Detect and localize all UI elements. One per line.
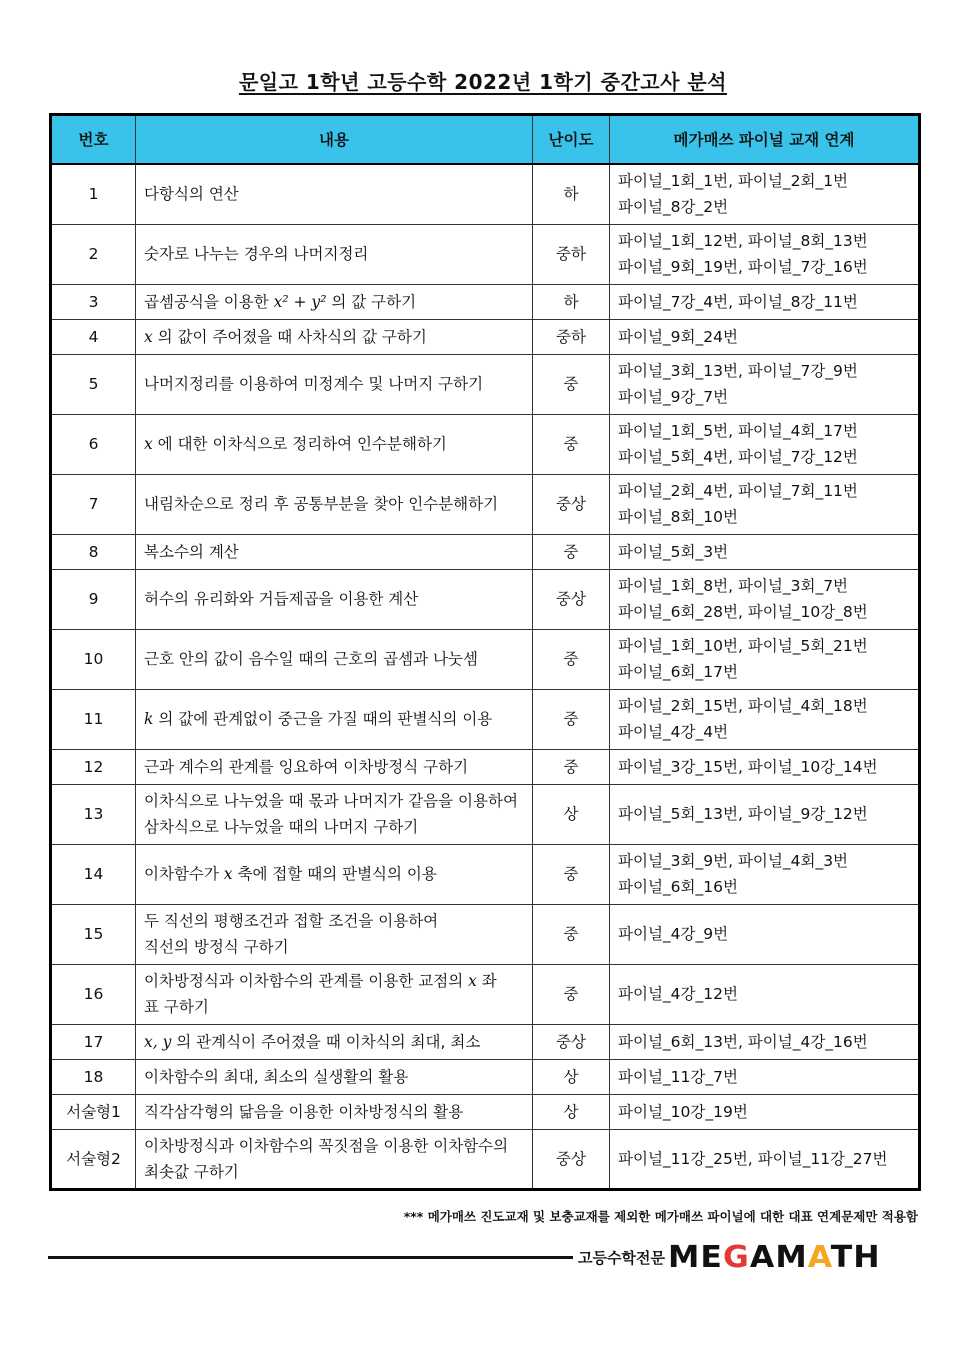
row-textbook-link (610, 224, 920, 284)
row-textbook-link (610, 784, 920, 844)
table-row (51, 474, 920, 534)
link-line: 파이널_4강_4번 (618, 723, 729, 741)
row-number: 7 (51, 474, 136, 534)
table-row (51, 414, 920, 474)
row-difficulty: 중 (533, 354, 610, 414)
row-number: 9 (51, 569, 136, 629)
content-line (144, 431, 524, 457)
link-line: 파이널_9회_19번, 파이널_7강_16번 (618, 258, 868, 276)
logo-letter: E (700, 1239, 723, 1275)
page-title (0, 66, 966, 95)
content-text: 곱셈공식을 이용한 (144, 292, 274, 311)
table-row (51, 224, 920, 284)
content-line (144, 706, 524, 732)
row-textbook-link (610, 964, 920, 1024)
content-line: 근과 계수의 관계를 잉요하여 이차방정식 구하기 (144, 757, 469, 776)
link-line: 파이널_3회_9번, 파이널_4회_3번 (618, 852, 849, 870)
row-number: 11 (51, 689, 136, 749)
link-line: 파이널_1회_5번, 파이널_4회_17번 (618, 422, 858, 440)
math-expression: x² + y² (273, 292, 327, 311)
row-content (136, 904, 533, 964)
row-content (136, 629, 533, 689)
table-row (51, 844, 920, 904)
math-expression: x (223, 865, 233, 883)
header-no: 번호 (51, 115, 136, 165)
content-text: 이차방정식과 이차함수의 관계를 이용한 교점의 (144, 972, 469, 990)
row-content (136, 1129, 533, 1189)
content-line: 직각삼각형의 닮음을 이용한 이차방정식의 활용 (144, 1102, 464, 1121)
row-difficulty: 중하 (533, 319, 610, 354)
row-textbook-link (610, 354, 920, 414)
row-number: 4 (51, 319, 136, 354)
link-line: 파이널_1회_12번, 파이널_8회_13번 (618, 232, 868, 250)
link-line: 파이널_8회_10번 (618, 508, 738, 526)
link-line: 파이널_6회_17번 (618, 663, 738, 681)
content-text: 축에 접할 때의 판별식의 이용 (232, 865, 437, 883)
row-content (136, 534, 533, 569)
row-difficulty: 중상 (533, 474, 610, 534)
row-number: 13 (51, 784, 136, 844)
table-row (51, 1129, 920, 1189)
link-line: 파이널_8강_2번 (618, 198, 729, 217)
table-row (51, 319, 920, 354)
content-line: 이차방정식과 이차함수의 꼭짓점을 이용한 이차함수의 (144, 1136, 509, 1155)
row-content (136, 569, 533, 629)
row-difficulty: 하 (533, 284, 610, 319)
link-line: 파이널_9회_24번 (618, 327, 738, 346)
content-line (144, 1029, 524, 1055)
logo-letter: T (830, 1239, 854, 1275)
table-row (51, 1094, 920, 1129)
content-line: 다항식의 연산 (144, 185, 239, 204)
link-line: 파이널_6회_16번 (618, 878, 738, 896)
row-number: 14 (51, 844, 136, 904)
row-difficulty: 상 (533, 784, 610, 844)
link-line: 파이널_1회_10번, 파이널_5회_21번 (618, 637, 868, 655)
row-difficulty: 상 (533, 1059, 610, 1094)
content-line: 복소수의 계산 (144, 542, 239, 561)
row-number: 18 (51, 1059, 136, 1094)
link-line: 파이널_6회_13번, 파이널_4강_16번 (618, 1032, 868, 1051)
content-line (144, 324, 524, 350)
table-row (51, 534, 920, 569)
table-row (51, 1024, 920, 1059)
table-row (51, 629, 920, 689)
table-header-row (51, 115, 920, 165)
link-line: 파이널_5회_4번, 파이널_7강_12번 (618, 448, 858, 466)
table-row (51, 749, 920, 784)
row-textbook-link (610, 904, 920, 964)
link-line: 파이널_9강_7번 (618, 388, 729, 406)
row-textbook-link (610, 689, 920, 749)
megamath-logo (668, 1240, 881, 1275)
brand (578, 1239, 881, 1275)
row-content (136, 964, 533, 1024)
row-difficulty: 하 (533, 164, 610, 224)
row-textbook-link (610, 164, 920, 224)
content-line (144, 861, 524, 887)
content-line: 두 직선의 평행조건과 접할 조건을 이용하여 (144, 912, 439, 930)
content-text: 이차함수가 (144, 865, 224, 883)
link-line: 파이널_3강_15번, 파이널_10강_14번 (618, 757, 878, 776)
logo-letter: G (722, 1239, 750, 1275)
content-text: 의 값에 관계없이 중근을 가질 때의 판별식의 이용 (153, 710, 493, 728)
table-row (51, 689, 920, 749)
content-line: 근호 안의 값이 음수일 때의 근호의 곱셈과 나눗셈 (144, 650, 478, 668)
table-row (51, 904, 920, 964)
row-content (136, 354, 533, 414)
brand-subtitle: 고등수학전문 (578, 1248, 665, 1267)
link-line: 파이널_4강_9번 (618, 925, 729, 943)
row-number: 서술형1 (51, 1094, 136, 1129)
content-line: 이차식으로 나누었을 때 몫과 나머지가 같음을 이용하여 (144, 792, 518, 810)
logo-letter: A (749, 1239, 776, 1275)
link-line: 파이널_5회_13번, 파이널_9강_12번 (618, 805, 868, 823)
row-content (136, 1024, 533, 1059)
row-textbook-link (610, 414, 920, 474)
link-line: 파이널_7강_4번, 파이널_8강_11번 (618, 292, 858, 311)
table-row (51, 784, 920, 844)
row-difficulty: 중 (533, 844, 610, 904)
row-textbook-link (610, 534, 920, 569)
row-content (136, 414, 533, 474)
math-expression: k (144, 710, 154, 728)
row-difficulty: 상 (533, 1094, 610, 1129)
header-link: 메가매쓰 파이널 교재 연계 (610, 115, 920, 165)
link-line: 파이널_6회_28번, 파이널_10강_8번 (618, 603, 868, 621)
row-content (136, 284, 533, 319)
link-line: 파이널_11강_7번 (618, 1067, 738, 1086)
content-line: 최솟값 구하기 (144, 1162, 239, 1181)
row-content (136, 224, 533, 284)
page-title-text: 문일고 1학년 고등수학 2022년 1학기 중간고사 분석 (238, 70, 728, 94)
row-number: 10 (51, 629, 136, 689)
math-expression: x (468, 972, 477, 990)
content-line: 표 구하기 (144, 998, 209, 1016)
row-number: 5 (51, 354, 136, 414)
content-line: 이차함수의 최대, 최소의 실생활의 활용 (144, 1067, 409, 1086)
row-content (136, 1059, 533, 1094)
row-number: 2 (51, 224, 136, 284)
row-difficulty: 중 (533, 629, 610, 689)
link-line: 파이널_11강_25번, 파이널_11강_27번 (618, 1149, 888, 1168)
row-content (136, 474, 533, 534)
row-number: 12 (51, 749, 136, 784)
row-number: 1 (51, 164, 136, 224)
link-line: 파이널_2회_4번, 파이널_7회_11번 (618, 482, 858, 500)
math-expression: x, y (144, 1032, 172, 1051)
row-number: 서술형2 (51, 1129, 136, 1189)
content-text: 의 관계식이 주어졌을 때 이차식의 최대, 최소 (171, 1032, 481, 1051)
content-text: 에 대한 이차식으로 정리하여 인수분해하기 (152, 435, 447, 453)
content-text: 의 값 구하기 (326, 292, 417, 311)
row-textbook-link (610, 474, 920, 534)
table-row (51, 569, 920, 629)
content-line: 직선의 방정식 구하기 (144, 938, 289, 956)
row-difficulty: 중상 (533, 1024, 610, 1059)
row-textbook-link (610, 569, 920, 629)
row-content (136, 749, 533, 784)
header-level: 난이도 (533, 115, 610, 165)
row-content (136, 844, 533, 904)
table-row (51, 1059, 920, 1094)
content-line: 숫자로 나누는 경우의 나머지정리 (144, 245, 369, 263)
row-difficulty: 중 (533, 534, 610, 569)
logo-letter: M (667, 1239, 701, 1275)
row-content (136, 689, 533, 749)
row-difficulty: 중 (533, 964, 610, 1024)
analysis-table (49, 113, 921, 1191)
row-difficulty: 중 (533, 904, 610, 964)
math-expression: x (144, 435, 153, 453)
row-content (136, 319, 533, 354)
row-textbook-link (610, 844, 920, 904)
link-line: 파이널_10강_19번 (618, 1102, 748, 1121)
table-row (51, 164, 920, 224)
row-difficulty: 중 (533, 749, 610, 784)
content-text: 의 값이 주어졌을 때 사차식의 값 구하기 (152, 327, 427, 346)
link-line: 파이널_4강_12번 (618, 985, 738, 1003)
footer-divider (48, 1256, 573, 1259)
link-line: 파이널_1회_8번, 파이널_3회_7번 (618, 577, 849, 595)
row-textbook-link (610, 1059, 920, 1094)
table-body (51, 164, 920, 1189)
row-difficulty: 중 (533, 689, 610, 749)
logo-letter: A (807, 1239, 831, 1275)
link-line: 파이널_3회_13번, 파이널_7강_9번 (618, 362, 858, 380)
logo-letter: M (775, 1239, 808, 1275)
row-number: 6 (51, 414, 136, 474)
row-number: 15 (51, 904, 136, 964)
logo-letter: H (853, 1239, 881, 1275)
row-number: 8 (51, 534, 136, 569)
row-difficulty: 중 (533, 414, 610, 474)
content-line (144, 289, 524, 315)
row-textbook-link (610, 749, 920, 784)
link-line: 파이널_5회_3번 (618, 542, 729, 561)
row-difficulty: 중하 (533, 224, 610, 284)
content-text: 좌 (476, 972, 497, 990)
link-line: 파이널_1회_1번, 파이널_2회_1번 (618, 172, 849, 191)
math-expression: x (144, 327, 153, 346)
row-content (136, 164, 533, 224)
row-content (136, 1094, 533, 1129)
row-number: 3 (51, 284, 136, 319)
content-line: 내림차순으로 정리 후 공통부분을 찾아 인수분해하기 (144, 495, 499, 513)
row-number: 16 (51, 964, 136, 1024)
row-textbook-link (610, 319, 920, 354)
table-row (51, 284, 920, 319)
content-line: 나머지정리를 이용하여 미정계수 및 나머지 구하기 (144, 375, 484, 393)
row-textbook-link (610, 1094, 920, 1129)
row-textbook-link (610, 629, 920, 689)
row-textbook-link (610, 1129, 920, 1189)
row-difficulty: 중상 (533, 1129, 610, 1189)
row-textbook-link (610, 284, 920, 319)
row-difficulty: 중상 (533, 569, 610, 629)
table-row (51, 964, 920, 1024)
row-textbook-link (610, 1024, 920, 1059)
table-row (51, 354, 920, 414)
row-content (136, 784, 533, 844)
footnote: *** 메가매쓰 진도교재 및 보충교재를 제외한 메가매쓰 파이널에 대한 대표 연계문제만 적용함 (403, 1209, 918, 1224)
content-line: 허수의 유리화와 거듭제곱을 이용한 계산 (144, 590, 419, 608)
header-content: 내용 (136, 115, 533, 165)
content-line (144, 968, 524, 994)
content-line: 삼차식으로 나누었을 때의 나머지 구하기 (144, 818, 419, 836)
row-number: 17 (51, 1024, 136, 1059)
link-line: 파이널_2회_15번, 파이널_4회_18번 (618, 697, 868, 715)
